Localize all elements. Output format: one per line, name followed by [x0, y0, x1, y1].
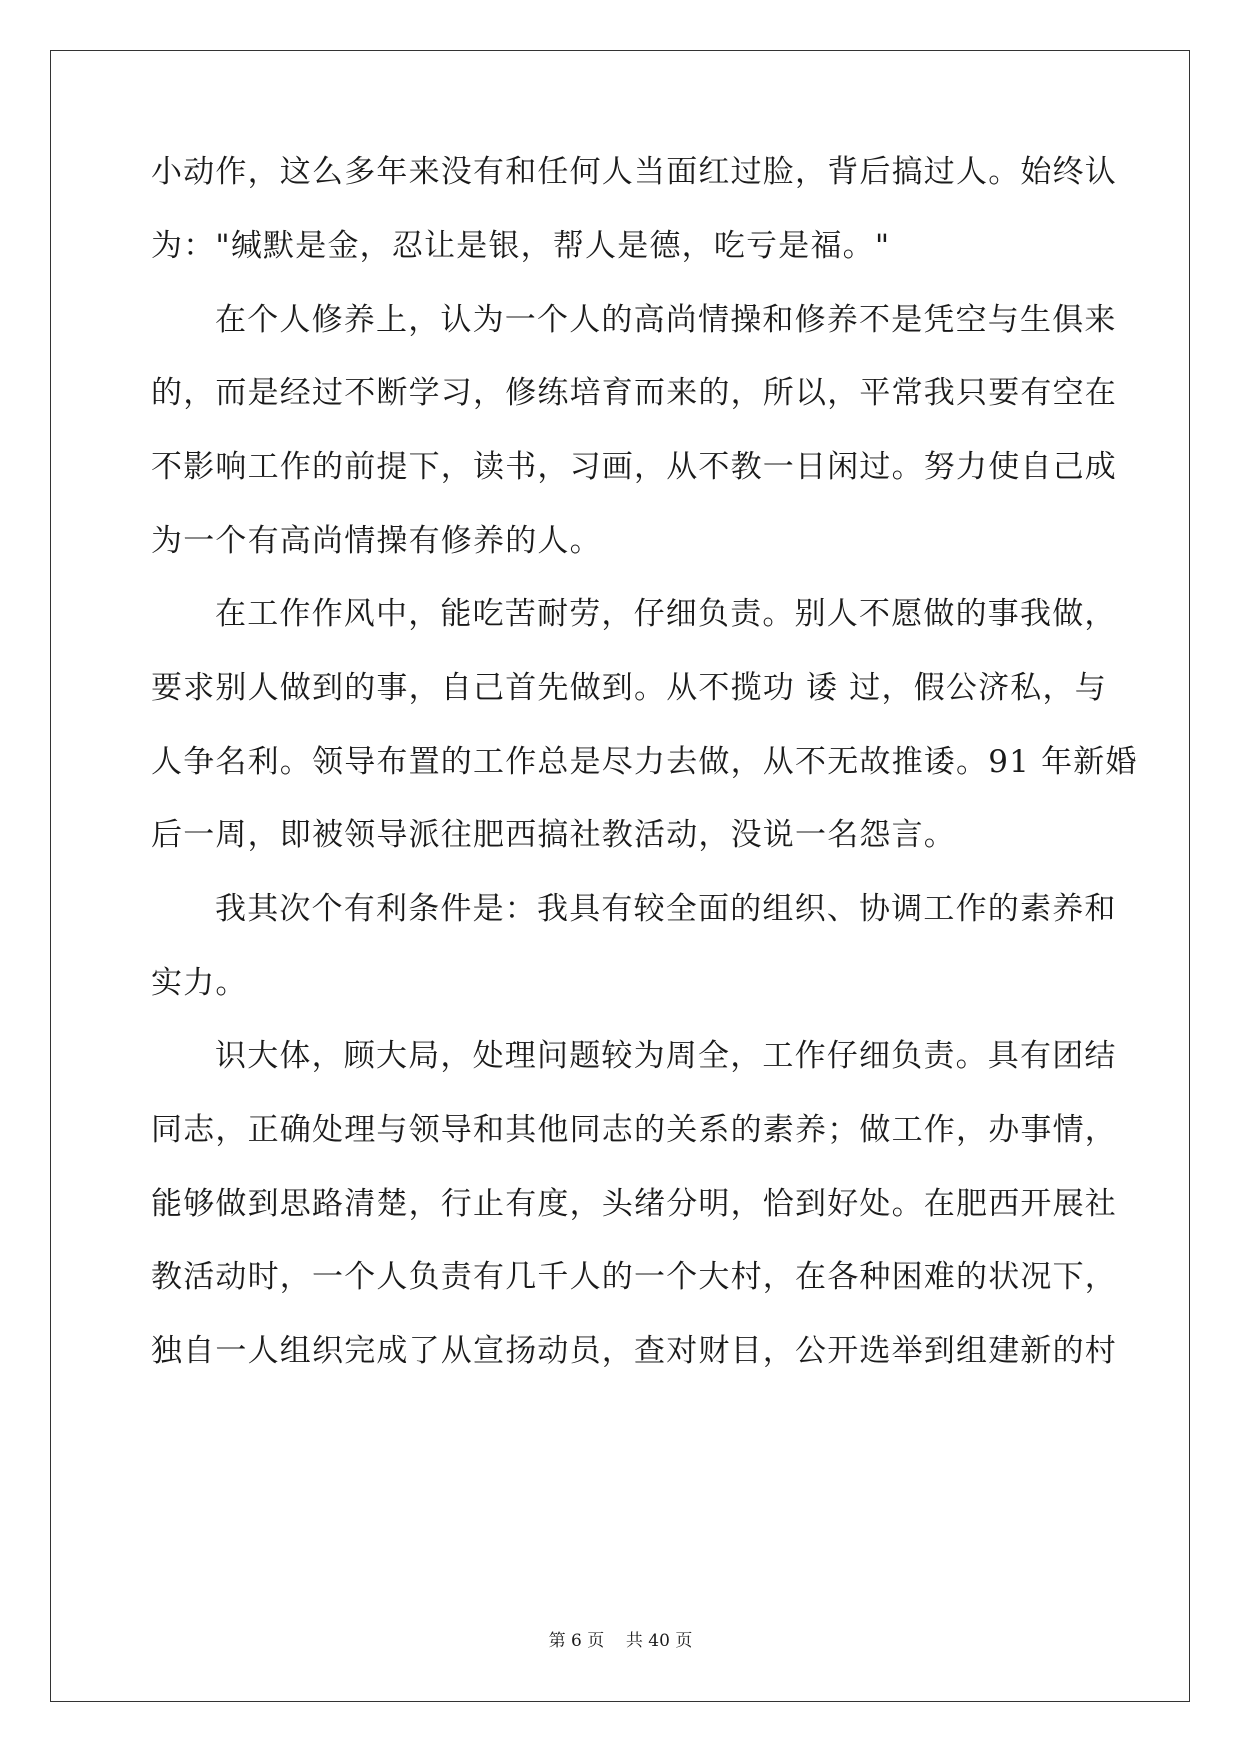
text-line: 不影响工作的前提下，读书，习画，从不教一日闲过。努力使自己成 [151, 449, 1117, 485]
text-line: 在个人修养上，认为一个人的高尚情操和修养不是凭空与生俱来 [215, 302, 1117, 338]
text-line: 人争名利。领导布置的工作总是尽力去做，从不无故推诿。91 年新婚 [151, 744, 1138, 780]
text-line: 我其次个有利条件是：我具有较全面的组织、协调工作的素养和 [215, 891, 1117, 927]
text-line: 在工作作风中，能吃苦耐劳，仔细负责。别人不愿做的事我做， [215, 596, 1117, 632]
text-line: 识大体，顾大局，处理问题较为周全，工作仔细负责。具有团结 [215, 1038, 1117, 1074]
page-number-footer: 第 6 页 共 40 页 [548, 1631, 693, 1651]
text-line: 为一个有高尚情操有修养的人。 [151, 523, 602, 559]
text-line: 教活动时，一个人负责有几千人的一个大村，在各种困难的状况下， [151, 1259, 1117, 1295]
text-line: 小动作，这么多年来没有和任何人当面红过脸，背后搞过人。始终认 [151, 154, 1117, 190]
page-border [50, 50, 1190, 1702]
text-line: 能够做到思路清楚，行止有度，头绪分明，恰到好处。在肥西开展社 [151, 1186, 1117, 1222]
text-line: 同志，正确处理与领导和其他同志的关系的素养；做工作，办事情， [151, 1112, 1117, 1148]
text-line: 的，而是经过不断学习，修练培育而来的，所以，平常我只要有空在 [151, 375, 1117, 411]
text-line: 为："缄默是金，忍让是银，帮人是德，吃亏是福。" [151, 228, 891, 264]
text-line: 独自一人组织完成了从宣扬动员，查对财目，公开选举到组建新的村 [151, 1333, 1117, 1369]
text-line: 后一周，即被领导派往肥西搞社教活动，没说一名怨言。 [151, 817, 956, 853]
text-line: 实力。 [151, 965, 248, 1001]
text-line: 要求别人做到的事，自己首先做到。从不揽功 诿 过，假公济私，与 [151, 670, 1107, 706]
